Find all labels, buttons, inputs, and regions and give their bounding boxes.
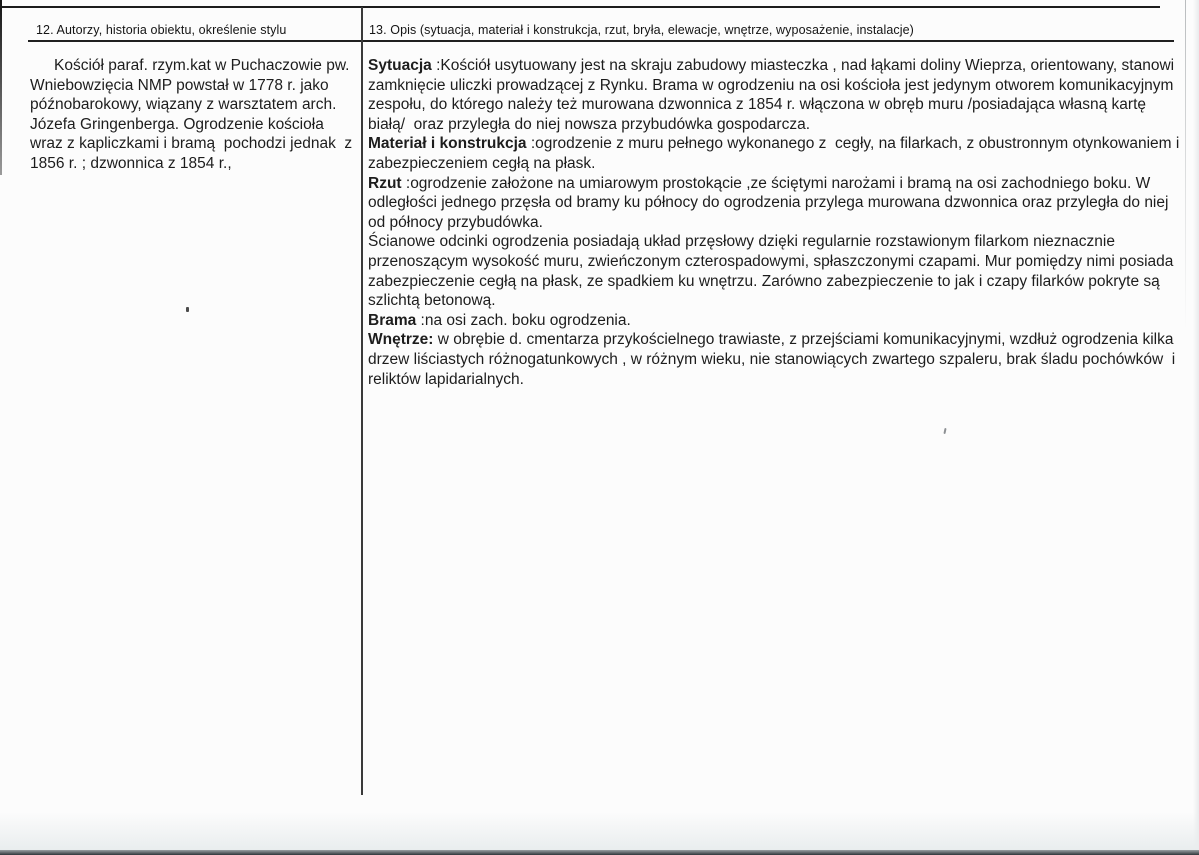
section-text: Ścianowe odcinki ogrodzenia posiadają układ przęsłowy dzięki regularnie rozstawionym filarkom nieznacznie przenoszącym wysokość muru, zwieńczonym czterospadowymi, spłaszczonymi czapami. Mur pomiędzy nimi posiada zabezpieczenie cegłą na płask, ze spadkiem ku wnętrzu. Zarówno zabezpieczenie to jak i czapy filarków pokryte są szlichtą betonową. — [368, 233, 1178, 310]
section-label: Brama — [368, 311, 417, 329]
description-paragraph — [368, 232, 1182, 310]
scan-speck — [943, 428, 946, 434]
field-12-underline — [28, 40, 361, 42]
scan-left-edge — [0, 0, 2, 175]
section-label: Rzut — [368, 174, 402, 192]
description-paragraph — [368, 174, 1182, 233]
section-text: :na osi zach. boku ogrodzenia. — [416, 311, 631, 329]
section-text: :ogrodzenie założone na umiarowym prostokącie ,ze ściętymi narożami i bramą na osi zachodniego boku. W odległości jednego przęsła od bramy ku północy do ogrodzenia przylega murowana dzwonnica oraz przyległa do niej od północy przybudówka. — [368, 174, 1173, 231]
section-label: Wnętrze: — [368, 331, 434, 349]
description-paragraphs — [368, 56, 1182, 389]
scan-right-shade — [1193, 0, 1199, 855]
top-border-rule — [2, 6, 1160, 8]
scan-bottom-edge — [0, 850, 1199, 855]
description-paragraph — [368, 56, 1182, 134]
field-13-underline — [362, 40, 1174, 42]
section-text: :Kościół usytuowany jest na skraju zabudowy miasteczka , nad łąkami doliny Wieprza, orientowany, stanowi zamknięcie uliczki prowadzącej z Rynku. Brama w ogrodzeniu na osi kościoła jest jedynym otworem komunikacyjnym zespołu, do którego należy też murowana dzwonnica z 1854 r. włączona w obręb muru /posiadająca własną kartę białą/ oraz przyległa do niej nowsza przybudówka gospodarcza. — [368, 57, 1179, 133]
description-paragraph — [368, 134, 1182, 173]
field-12-history-text: Kościół paraf. rzym.kat w Puchaczowie pw. Wniebowzięcia NMP powstał w 1778 r. jako późnobarokowy, wiązany z warsztatem arch. Józefa Gringenberga. Ogrodzenie kościoła wraz z kapliczkami i bramą pochodzi jednak z 1856 r. ; dzwonnica z 1854 r., — [30, 57, 357, 172]
column-divider-rule — [361, 7, 363, 795]
section-text: :ogrodzenie z muru pełnego wykonanego z cegły, na filarkach, z obustronnym otynkowaniem i zabezpieczeniem cegłą na płask. — [368, 135, 1184, 172]
description-paragraph — [368, 311, 1182, 331]
scan-right-edge — [1185, 0, 1186, 330]
field-12-header: 12. Autorzy, historia obiektu, określenie stylu — [36, 23, 287, 37]
section-label: Materiał i konstrukcja — [368, 135, 527, 153]
section-label: Sytuacja — [368, 57, 432, 74]
field-13-header: 13. Opis (sytuacja, materiał i konstrukcja, rzut, bryła, elewacje, wnętrze, wyposażenie, instalacje) — [369, 23, 914, 37]
scan-speck — [186, 307, 189, 312]
section-text: w obrębie d. cmentarza przykościelnego trawiaste, z przejściami komunikacyjnymi, wzdłuż ogrodzenia kilka drzew liściastych różnogatunkowych , w różnym wieku, nie stanowiących zwartego szpaleru, brak śladu pochówków i reliktów lapidarialnych. — [368, 331, 1180, 388]
scan-bottom-shadow — [0, 812, 1199, 850]
description-paragraph — [368, 330, 1182, 389]
